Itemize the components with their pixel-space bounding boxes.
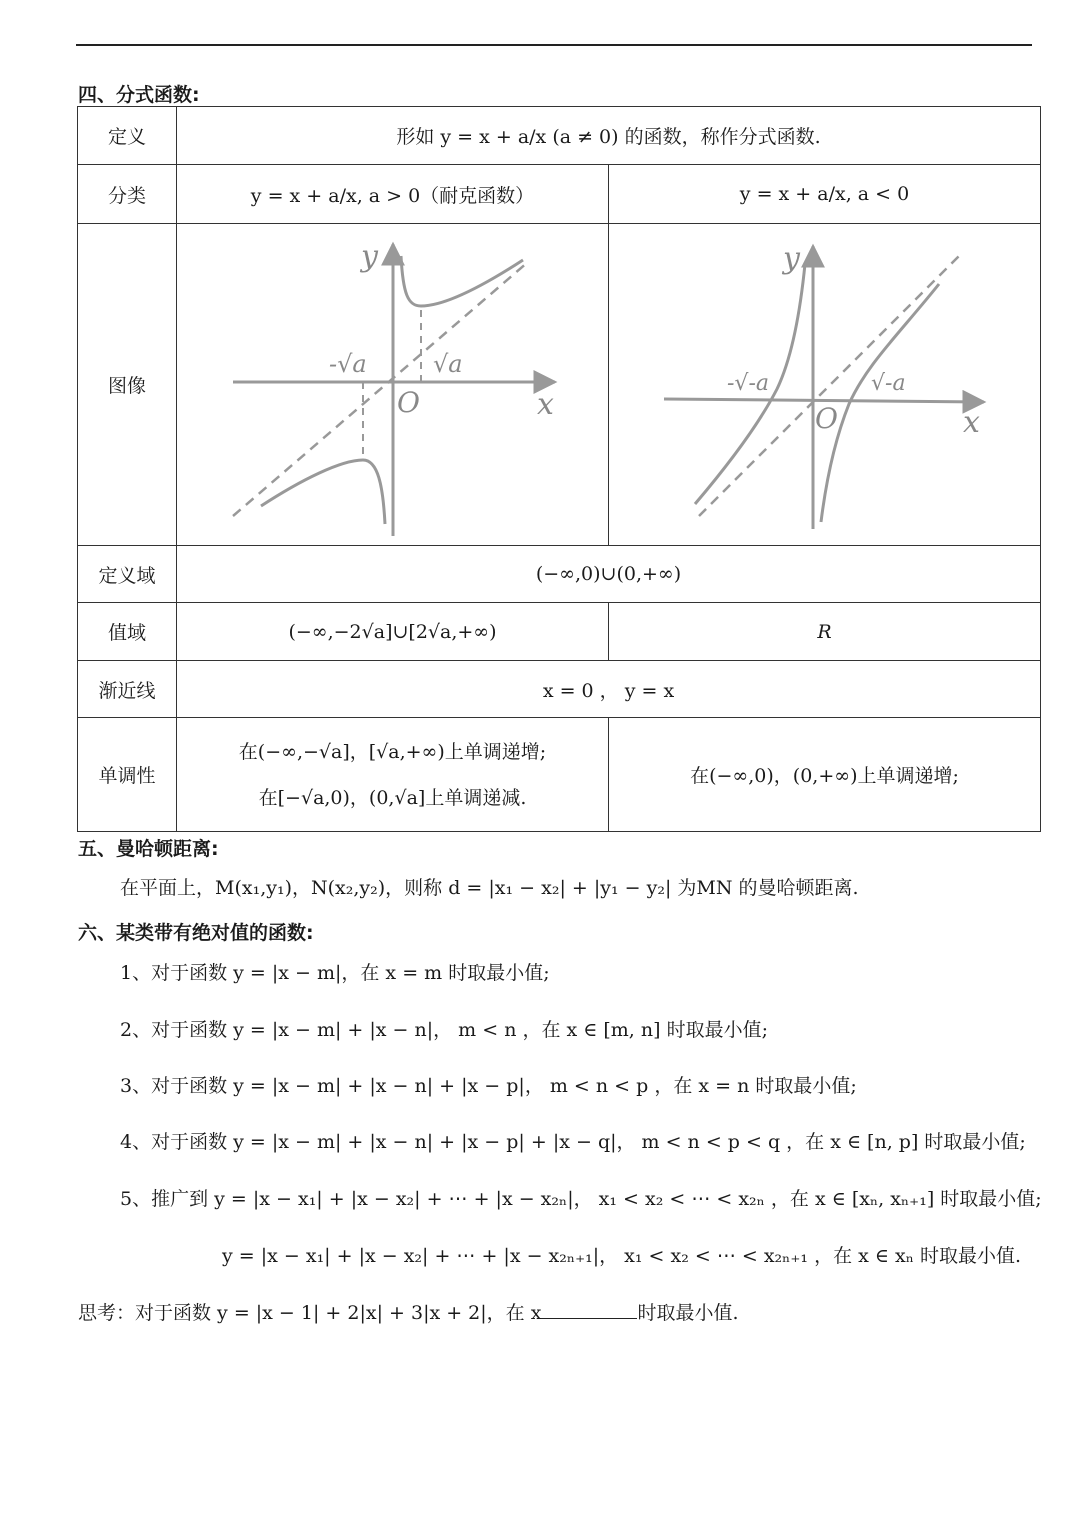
abs-item-2: 2、对于函数 y = |x − m| + |x − n|， m < n ，在 x ∈ [m, n] 时取最小值; [120, 1019, 768, 1041]
label-asymptote: 渐近线 [78, 661, 177, 718]
graph-right-cell [609, 224, 1041, 546]
abs-item-5: 5、推广到 y = |x − x₁| + |x − x₂| + ⋯ + |x − x₂ₙ|， x₁ < x₂ < ⋯ < x₂ₙ ，在 x ∈ [xₙ, xₙ₊₁] 时取最小值; [120, 1188, 1042, 1210]
row-monotonicity [78, 718, 1041, 832]
neg-sqrt-a-label: -√a [328, 350, 367, 378]
abs-item-5-odd: y = |x − x₁| + |x − x₂| + ⋯ + |x − x₂ₙ₊₁|， x₁ < x₂ < ⋯ < x₂ₙ₊₁ ，在 x ∈ xₙ 时取最小值. [222, 1245, 1021, 1267]
monotonicity-right: 在(−∞,0)，(0,+∞)上单调递增; [609, 718, 1041, 832]
monotonicity-left [177, 718, 609, 832]
origin-label: O [815, 402, 838, 435]
row-domain [78, 546, 1041, 603]
label-classification: 分类 [78, 165, 177, 224]
domain-value: (−∞,0)∪(0,+∞) [177, 546, 1041, 603]
row-asymptote [78, 661, 1041, 718]
label-graph: 图像 [78, 224, 177, 546]
abs-item-4: 4、对于函数 y = |x − m| + |x − n| + |x − p| + |x − q|， m < n < p < q ，在 x ∈ [n, p] 时取最小值; [120, 1131, 1026, 1153]
row-graph [78, 224, 1041, 546]
section4-heading: 四、分式函数: [78, 84, 200, 106]
monotonicity-decreasing: 在[−√a,0)，(0,√a]上单调递减. [258, 786, 527, 809]
sqrt-a-label: √a [432, 350, 463, 378]
graph-positive-a [183, 224, 603, 540]
neg-sqrt-neg-a-label: -√-a [727, 371, 770, 396]
row-range [78, 603, 1041, 661]
label-monotonicity: 单调性 [78, 718, 177, 832]
think-prefix: 思考：对于函数 y = |x − 1| + 2|x| + 3|x + 2|，在 x [78, 1302, 542, 1324]
section6-heading: 六、某类带有绝对值的函数: [78, 922, 314, 944]
y-axis-label: y [783, 241, 800, 276]
think-question [78, 1298, 738, 1325]
range-left: (−∞,−2√a]∪[2√a,+∞) [177, 603, 609, 661]
x-axis-label: x [963, 405, 980, 440]
asymptote-value: x = 0 ， y = x [177, 661, 1041, 718]
curve-branch-right [821, 284, 939, 522]
row-classification [78, 165, 1041, 224]
sqrt-neg-a-label: √-a [871, 371, 906, 396]
origin-label: O [396, 386, 420, 419]
top-rule [76, 44, 1032, 46]
definition-value: 形如 y = x + a/x (a ≠ 0) 的函数，称作分式函数. [177, 107, 1041, 165]
section5-heading: 五、曼哈顿距离: [78, 838, 219, 860]
monotonicity-increasing: 在(−∞,−√a]，[√a,+∞)上单调递增; [238, 740, 547, 763]
label-range: 值域 [78, 603, 177, 661]
y-axis-label: y [360, 239, 378, 274]
label-definition: 定义 [78, 107, 177, 165]
x-axis-label: x [536, 387, 554, 422]
range-right: R [609, 603, 1041, 661]
row-definition [78, 107, 1041, 165]
curve-branch-left [261, 460, 385, 524]
answer-blank [541, 1300, 637, 1319]
label-domain: 定义域 [78, 546, 177, 603]
classification-left: y = x + a/x, a > 0（耐克函数） [177, 165, 609, 224]
abs-item-3: 3、对于函数 y = |x − m| + |x − n| + |x − p|， m < n < p ，在 x = n 时取最小值; [120, 1075, 857, 1097]
think-suffix: 时取最小值. [637, 1302, 739, 1324]
asymptote-y-equals-x [233, 262, 528, 516]
classification-right: y = x + a/x, a < 0 [609, 165, 1041, 224]
rational-function-table [77, 106, 1041, 832]
manhattan-definition: 在平面上，M(x₁,y₁)，N(x₂,y₂)，则称 d = |x₁ − x₂| + |y₁ − y₂| 为MN 的曼哈顿距离. [120, 877, 859, 899]
graph-negative-a [609, 224, 1049, 540]
abs-item-1: 1、对于函数 y = |x − m|，在 x = m 时取最小值; [120, 962, 550, 984]
graph-left-cell [177, 224, 609, 546]
